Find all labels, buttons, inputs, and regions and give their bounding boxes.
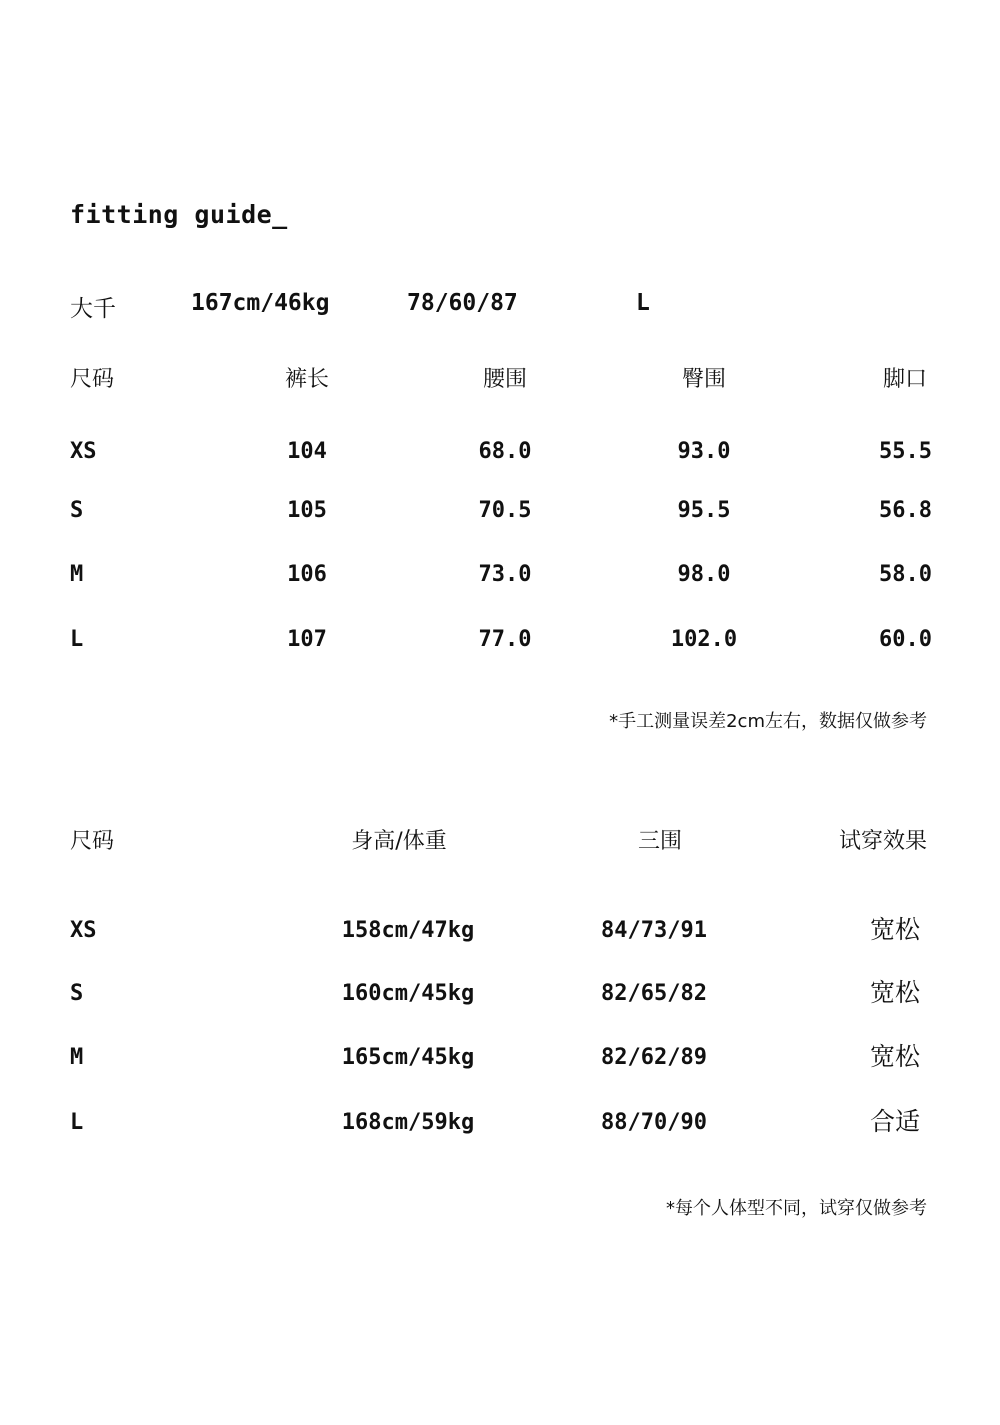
size-chart-cell: 107 xyxy=(287,627,327,652)
fit-chart-cell: 宽松 xyxy=(869,915,920,944)
page-title: fitting guide_ xyxy=(70,200,288,229)
fit-chart-cell: 168cm/59kg xyxy=(341,1110,475,1135)
fit-chart-header-fit-effect: 试穿效果 xyxy=(838,829,927,854)
fit-chart-header-size: 尺码 xyxy=(70,829,115,854)
size-chart-header-hip: 臀围 xyxy=(681,367,727,392)
size-chart-cell: 68.0 xyxy=(478,439,532,464)
model-height-weight: 167cm/46kg xyxy=(191,290,330,316)
fit-chart-cell: 82/65/82 xyxy=(601,981,707,1006)
size-chart-cell: 58.0 xyxy=(879,562,932,587)
fit-chart-cell: 82/62/89 xyxy=(601,1045,707,1070)
size-chart-cell: 73.0 xyxy=(478,562,532,587)
size-chart-cell: M xyxy=(70,562,84,587)
fit-chart-cell: XS xyxy=(70,918,97,943)
size-chart-cell: 93.0 xyxy=(677,439,731,464)
size-chart-cell: S xyxy=(70,498,84,523)
size-chart-cell: 102.0 xyxy=(670,627,738,652)
fit-chart-cell: 84/73/91 xyxy=(601,918,707,943)
size-chart-cell: 95.5 xyxy=(677,498,731,523)
size-chart-cell: 55.5 xyxy=(879,439,932,464)
fit-chart-header-height-weight: 身高/体重 xyxy=(351,829,447,854)
fit-chart-cell: 合适 xyxy=(869,1107,920,1136)
size-chart-cell: 77.0 xyxy=(478,627,532,652)
size-chart-cell: 106 xyxy=(287,562,327,587)
size-chart-cell: 60.0 xyxy=(879,627,932,652)
fit-chart-cell: 宽松 xyxy=(869,1042,920,1071)
fit-chart-cell: 88/70/90 xyxy=(601,1110,707,1135)
size-chart-header-waist: 腰围 xyxy=(482,367,528,392)
fit-chart-cell: 158cm/47kg xyxy=(341,918,475,943)
fit-chart-cell: S xyxy=(70,981,84,1006)
fit-chart-cell: 160cm/45kg xyxy=(341,981,475,1006)
size-chart-cell: 56.8 xyxy=(879,498,932,523)
model-measurements: 78/60/87 xyxy=(407,290,518,316)
model-size: L xyxy=(636,290,650,316)
size-chart-cell: L xyxy=(70,627,84,652)
fit-chart-note: *每个人体型不同，试穿仅做参考 xyxy=(666,1198,927,1219)
model-name: 大千 xyxy=(70,296,116,322)
fit-chart-cell: L xyxy=(70,1110,84,1135)
size-chart-cell: 105 xyxy=(287,498,327,523)
fit-chart-cell: 宽松 xyxy=(869,978,920,1007)
size-chart-cell: XS xyxy=(70,439,97,464)
size-chart-header-size: 尺码 xyxy=(70,367,115,392)
fit-chart-header-measurements: 三围 xyxy=(637,829,683,854)
size-chart-header-hem: 脚口 xyxy=(882,367,927,392)
size-chart-cell: 104 xyxy=(287,439,327,464)
size-chart-header-length: 裤长 xyxy=(284,367,330,392)
size-chart-cell: 98.0 xyxy=(677,562,731,587)
size-chart-note: *手工测量误差2cm左右，数据仅做参考 xyxy=(609,711,927,732)
fit-chart-cell: M xyxy=(70,1045,84,1070)
size-chart-cell: 70.5 xyxy=(478,498,532,523)
fit-chart-cell: 165cm/45kg xyxy=(341,1045,475,1070)
